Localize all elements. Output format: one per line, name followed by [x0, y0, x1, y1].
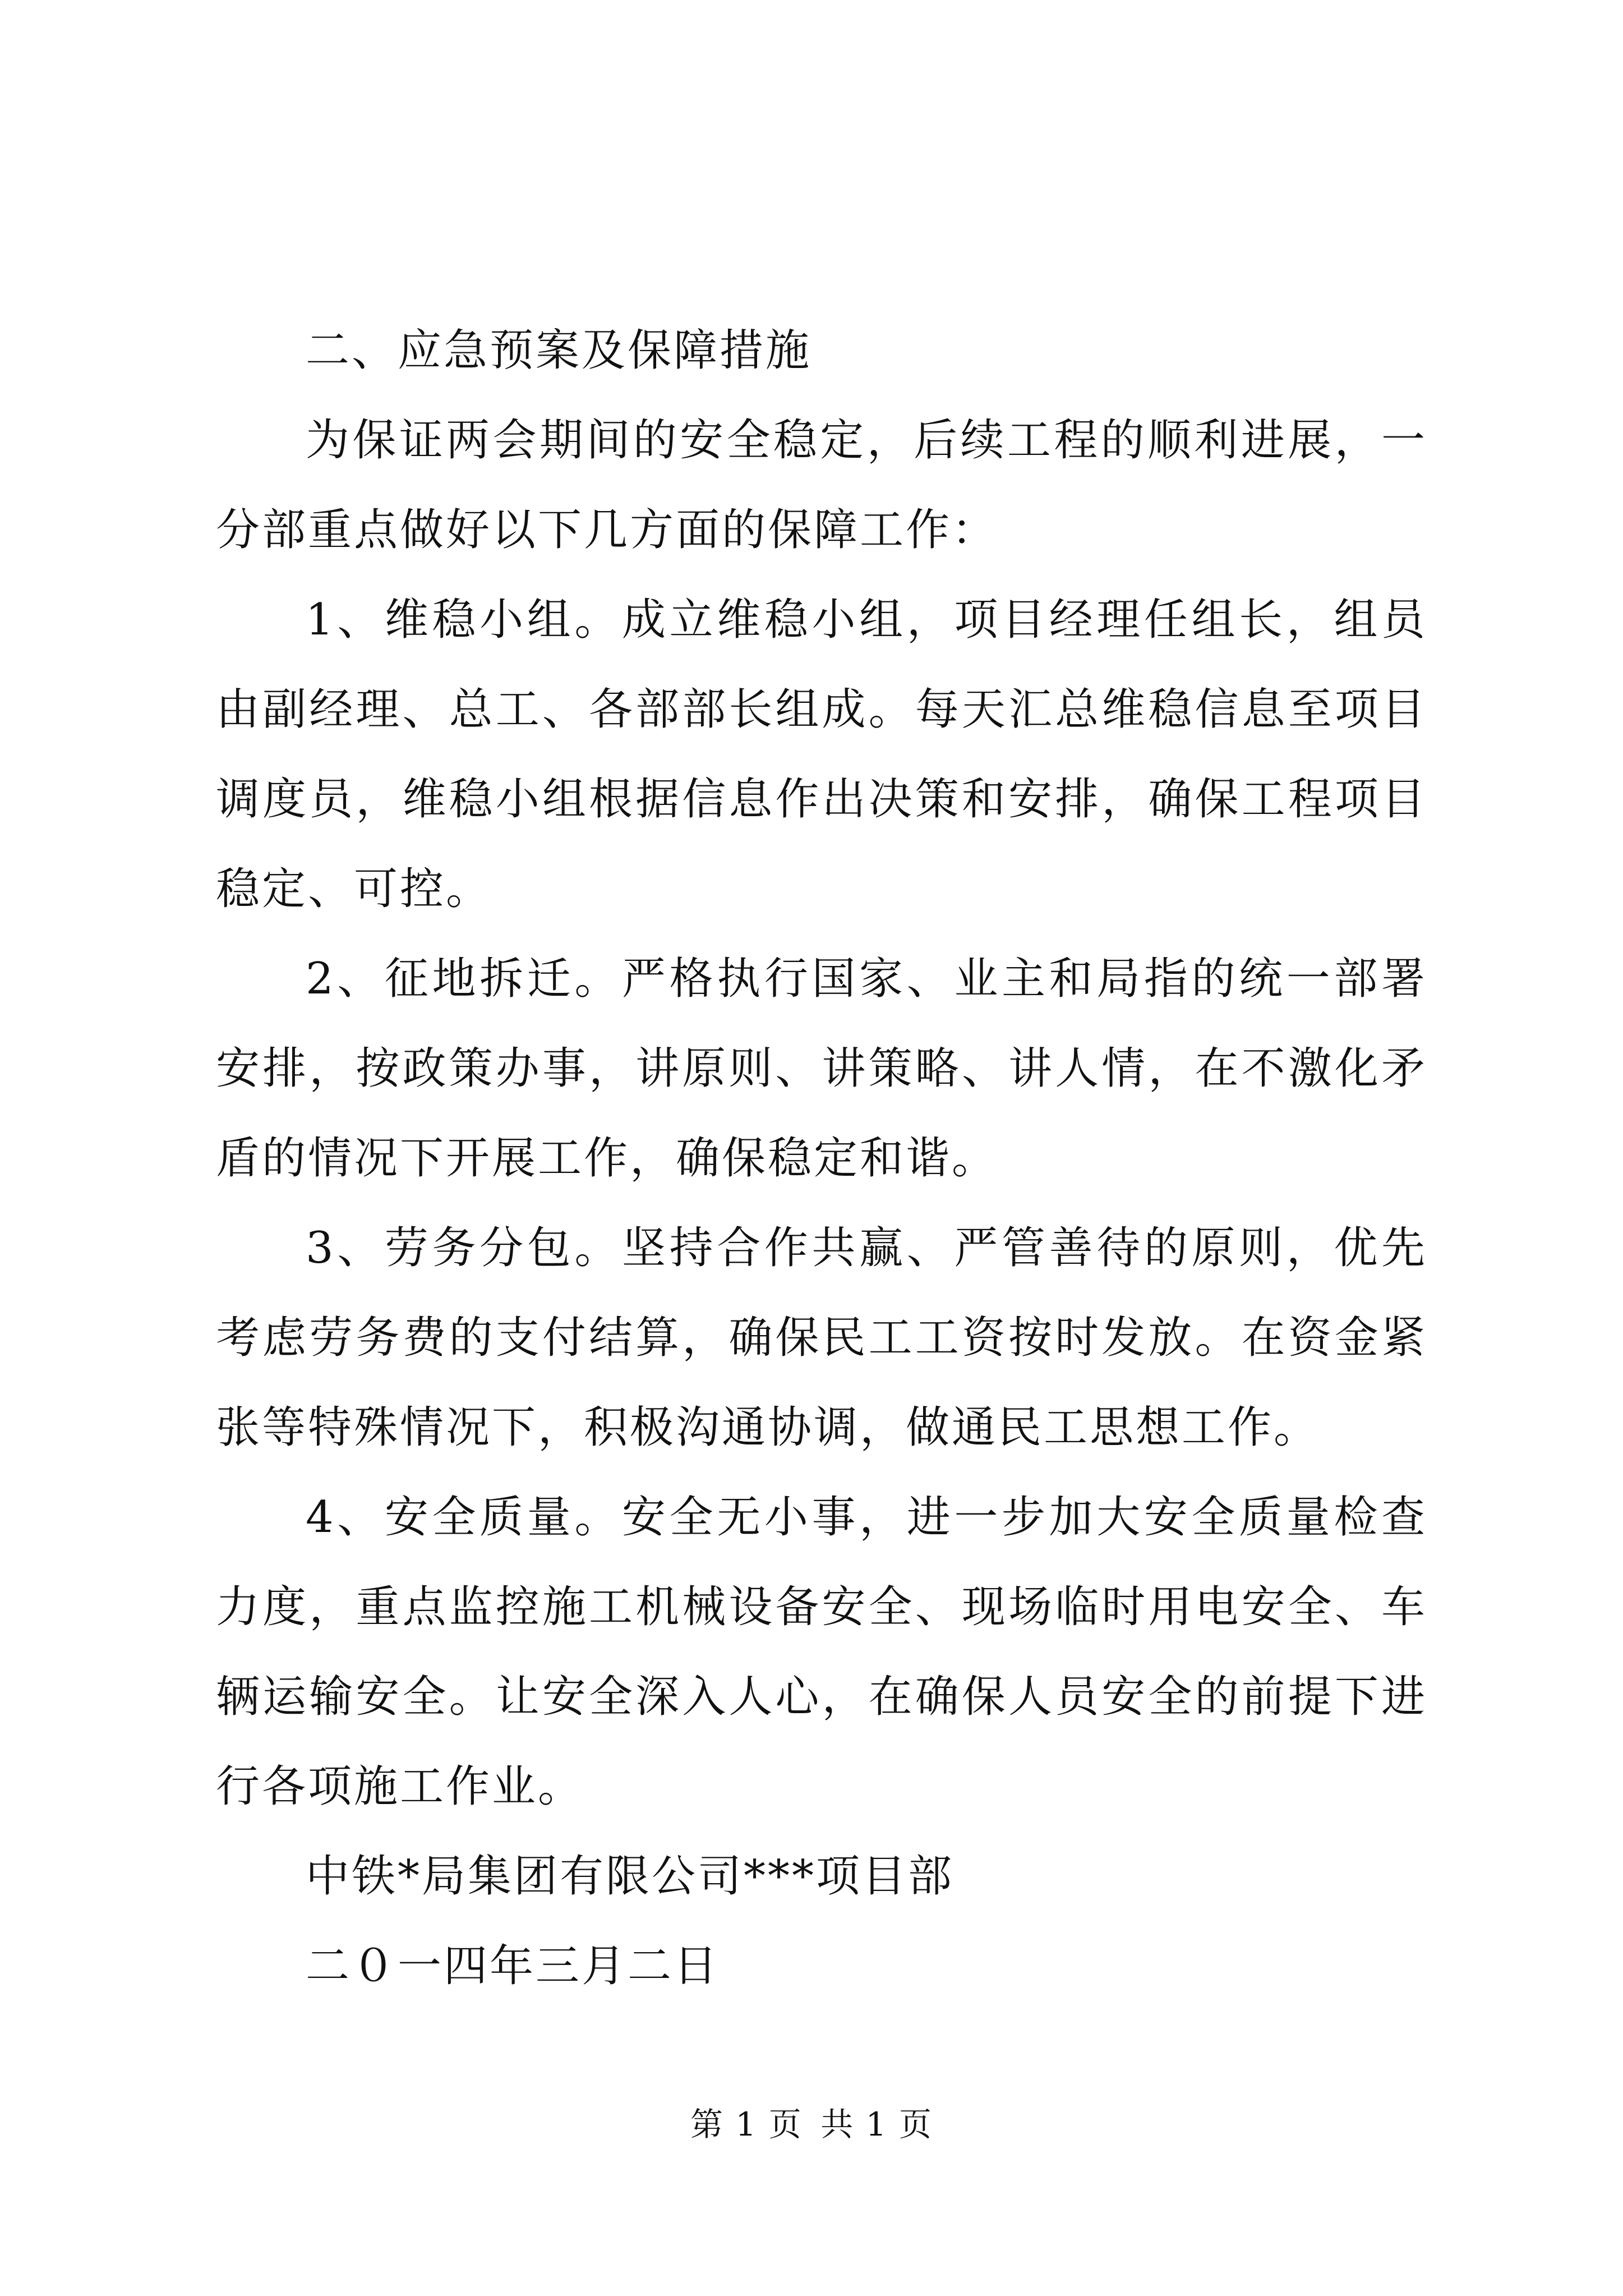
signature-organization: 中铁*局集团有限公司***项目部 [306, 1851, 955, 1902]
signature-date: 二０一四年三月二日 [306, 1941, 720, 1991]
page-number: 第 1 页 [690, 2105, 803, 2143]
section-heading: 二、应急预案及保障措施 [306, 325, 812, 376]
item-labor-subcontract: 3、劳务分包。坚持合作共赢、严管善待的原则，优先考虑劳务费的支付结算，确保民工工资按时发放。在资金紧张等特殊情况下，积极沟通协调，做通民工思想工作。 [216, 1223, 1427, 1453]
item-safety-quality: 4、安全质量。安全无小事，进一步加大安全质量检查力度，重点监控施工机械设备安全、现场临时用电安全、车辆运输安全。让安全深入人心，在确保人员安全的前提下进行各项施工作业。 [216, 1492, 1427, 1812]
item-stability-group: 1、维稳小组。成立维稳小组，项目经理任组长，组员由副经理、总工、各部部长组成。每天汇总维稳信息至项目调度员，维稳小组根据信息作出决策和安排，确保工程项目稳定、可控。 [216, 595, 1427, 914]
item-land-acquisition: 2、征地拆迁。严格执行国家、业主和局指的统一部署安排，按政策办事，讲原则、讲策略、讲人情，在不激化矛盾的情况下开展工作，确保稳定和谐。 [216, 954, 1427, 1184]
page-footer [0, 2098, 1623, 2145]
intro-paragraph: 为保证两会期间的安全稳定，后续工程的顺利进展，一分部重点做好以下几方面的保障工作： [216, 415, 1427, 555]
page-total: 共 1 页 [820, 2105, 933, 2143]
document-body [216, 306, 1427, 2011]
